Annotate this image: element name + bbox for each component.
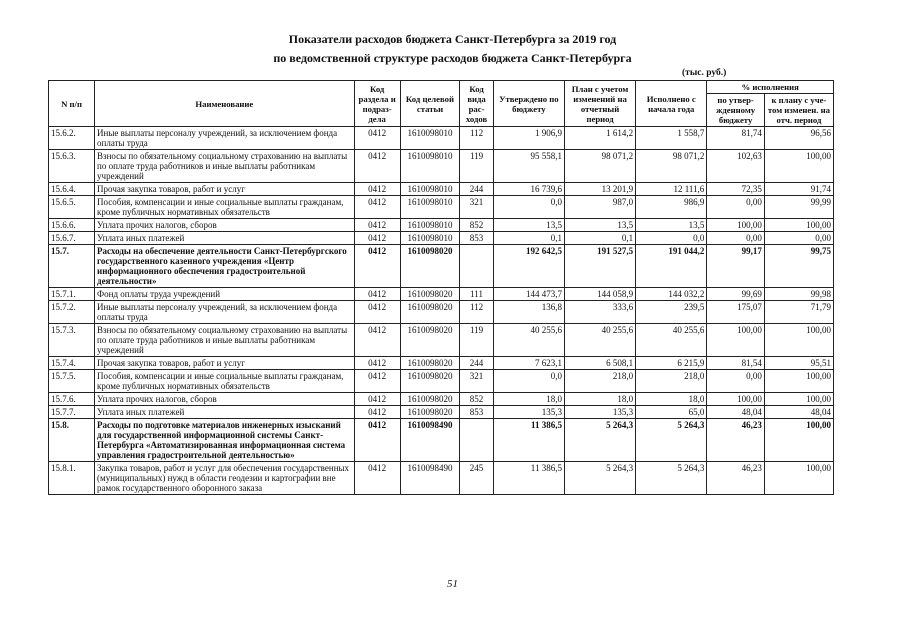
cell-utv: 18,0 — [493, 393, 564, 406]
cell-pct-utv: 72,35 — [707, 183, 765, 196]
header-statya: Код целевой статьи — [400, 81, 460, 127]
cell-name: Пособия, компенсации и иные социальные выплаты гражданам, кроме публичных нормативных обязательств — [95, 196, 355, 219]
cell-statya: 1610098020 — [400, 357, 460, 370]
cell-name: Пособия, компенсации и иные социальные выплаты гражданам, кроме публичных нормативных обязательств — [95, 370, 355, 393]
table-row — [49, 370, 834, 393]
cell-utv: 192 642,5 — [493, 245, 564, 288]
cell-vid: 245 — [460, 462, 493, 495]
header-utv: Утверждено по бюджету — [493, 81, 564, 127]
report-subtitle: по ведомственной структуре расходов бюджета Санкт-Петербурга — [273, 51, 632, 65]
cell-pct-plan: 100,00 — [764, 462, 833, 495]
cell-razdel: 0412 — [354, 127, 400, 150]
cell-pct-plan: 71,79 — [764, 301, 833, 324]
cell-pct-plan: 100,00 — [764, 393, 833, 406]
cell-num: 15.8.1. — [49, 462, 95, 495]
cell-vid: 119 — [460, 150, 493, 183]
cell-isp: 239,5 — [636, 301, 707, 324]
cell-statya: 1610098020 — [400, 406, 460, 419]
cell-name: Уплата прочих налогов, сборов — [95, 393, 355, 406]
header-razdel: Код раздела и подраз-дела — [354, 81, 400, 127]
cell-pct-plan: 100,00 — [764, 219, 833, 232]
cell-name: Закупка товаров, работ и услуг для обеспечения государственных (муниципальных) нужд в области геодезии и картографии вне рамок государственного оборонного заказа — [95, 462, 355, 495]
cell-isp: 98 071,2 — [636, 150, 707, 183]
cell-razdel: 0412 — [354, 219, 400, 232]
cell-plan: 191 527,5 — [564, 245, 635, 288]
cell-razdel: 0412 — [354, 357, 400, 370]
cell-statya: 1610098010 — [400, 183, 460, 196]
table-row — [49, 245, 834, 288]
cell-name: Расходы по подготовке материалов инженерных изысканий для государственной информационной системы Санкт-Петербурга «Автоматизированная информационная система управления градостроительной деятельностью» — [95, 419, 355, 462]
header-pct-utv: по утвер-жденному бюджету — [707, 94, 765, 127]
cell-razdel: 0412 — [354, 183, 400, 196]
cell-plan: 1 614,2 — [564, 127, 635, 150]
cell-name: Иные выплаты персоналу учреждений, за исключением фонда оплаты труда — [95, 127, 355, 150]
cell-name: Уплата прочих налогов, сборов — [95, 219, 355, 232]
cell-statya: 1610098020 — [400, 301, 460, 324]
cell-plan: 333,6 — [564, 301, 635, 324]
cell-pct-plan: 91,74 — [764, 183, 833, 196]
cell-num: 15.6.5. — [49, 196, 95, 219]
cell-razdel: 0412 — [354, 196, 400, 219]
cell-plan: 135,3 — [564, 406, 635, 419]
cell-statya: 1610098010 — [400, 150, 460, 183]
cell-plan: 6 508,1 — [564, 357, 635, 370]
table-row — [49, 357, 834, 370]
cell-isp: 12 111,6 — [636, 183, 707, 196]
header-num: N п/п — [49, 81, 95, 127]
cell-plan: 13 201,9 — [564, 183, 635, 196]
cell-utv: 0,0 — [493, 196, 564, 219]
cell-num: 15.7.6. — [49, 393, 95, 406]
cell-name: Прочая закупка товаров, работ и услуг — [95, 183, 355, 196]
cell-pct-plan: 100,00 — [764, 324, 833, 357]
cell-name: Взносы по обязательному социальному страхованию на выплаты по оплате труда работников и иные выплаты работникам учреждений — [95, 150, 355, 183]
cell-isp: 5 264,3 — [636, 419, 707, 462]
cell-pct-plan: 99,99 — [764, 196, 833, 219]
cell-plan: 5 264,3 — [564, 462, 635, 495]
cell-pct-utv: 99,69 — [707, 288, 765, 301]
cell-vid: 852 — [460, 393, 493, 406]
header-plan: План с учетом изменений на отчетный период — [564, 81, 635, 127]
cell-vid: 112 — [460, 301, 493, 324]
table-row — [49, 219, 834, 232]
cell-statya: 1610098020 — [400, 324, 460, 357]
cell-pct-utv: 102,63 — [707, 150, 765, 183]
cell-num: 15.8. — [49, 419, 95, 462]
cell-vid: 244 — [460, 183, 493, 196]
cell-pct-plan: 0,00 — [764, 232, 833, 245]
budget-table — [48, 80, 834, 495]
cell-vid: 119 — [460, 324, 493, 357]
cell-pct-plan: 96,56 — [764, 127, 833, 150]
cell-utv: 16 739,6 — [493, 183, 564, 196]
cell-statya: 1610098490 — [400, 462, 460, 495]
table-row — [49, 232, 834, 245]
cell-num: 15.6.4. — [49, 183, 95, 196]
cell-pct-utv: 100,00 — [707, 324, 765, 357]
cell-vid — [460, 245, 493, 288]
cell-razdel: 0412 — [354, 150, 400, 183]
table-row — [49, 196, 834, 219]
cell-razdel: 0412 — [354, 245, 400, 288]
cell-pct-utv: 0,00 — [707, 232, 765, 245]
cell-statya: 1610098010 — [400, 219, 460, 232]
table-row — [49, 393, 834, 406]
cell-razdel: 0412 — [354, 324, 400, 357]
cell-isp: 13,5 — [636, 219, 707, 232]
cell-plan: 40 255,6 — [564, 324, 635, 357]
cell-vid — [460, 419, 493, 462]
cell-pct-utv: 48,04 — [707, 406, 765, 419]
table-row — [49, 150, 834, 183]
cell-vid: 853 — [460, 406, 493, 419]
cell-isp: 191 044,2 — [636, 245, 707, 288]
cell-vid: 321 — [460, 370, 493, 393]
cell-isp: 18,0 — [636, 393, 707, 406]
cell-pct-utv: 100,00 — [707, 393, 765, 406]
cell-utv: 40 255,6 — [493, 324, 564, 357]
cell-num: 15.7. — [49, 245, 95, 288]
cell-isp: 65,0 — [636, 406, 707, 419]
cell-pct-utv: 46,23 — [707, 462, 765, 495]
cell-utv: 135,3 — [493, 406, 564, 419]
cell-num: 15.7.1. — [49, 288, 95, 301]
cell-plan: 0,1 — [564, 232, 635, 245]
table-row — [49, 419, 834, 462]
table-header-row — [49, 81, 834, 94]
header-vid: Код вида рас-ходов — [460, 81, 493, 127]
cell-utv: 11 386,5 — [493, 462, 564, 495]
cell-pct-utv: 100,00 — [707, 219, 765, 232]
cell-utv: 95 558,1 — [493, 150, 564, 183]
cell-num: 15.7.7. — [49, 406, 95, 419]
cell-name: Иные выплаты персоналу учреждений, за исключением фонда оплаты труда — [95, 301, 355, 324]
cell-razdel: 0412 — [354, 288, 400, 301]
cell-num: 15.6.3. — [49, 150, 95, 183]
table-body — [49, 127, 834, 495]
cell-plan: 987,0 — [564, 196, 635, 219]
header-isp: Исполнено с начала года — [636, 81, 707, 127]
units-note: (тыс. руб.) — [682, 68, 727, 78]
cell-num: 15.6.2. — [49, 127, 95, 150]
cell-pct-utv: 81,54 — [707, 357, 765, 370]
cell-pct-plan: 95,51 — [764, 357, 833, 370]
cell-statya: 1610098010 — [400, 127, 460, 150]
cell-isp: 0,0 — [636, 232, 707, 245]
cell-pct-plan: 100,00 — [764, 370, 833, 393]
cell-pct-utv: 175,07 — [707, 301, 765, 324]
cell-razdel: 0412 — [354, 462, 400, 495]
cell-isp: 6 215,9 — [636, 357, 707, 370]
cell-isp: 40 255,6 — [636, 324, 707, 357]
cell-pct-plan: 99,75 — [764, 245, 833, 288]
cell-statya: 1610098020 — [400, 245, 460, 288]
cell-utv: 144 473,7 — [493, 288, 564, 301]
cell-pct-plan: 100,00 — [764, 419, 833, 462]
cell-num: 15.6.6. — [49, 219, 95, 232]
report-title: Показатели расходов бюджета Санкт-Петербурга за 2019 год — [288, 32, 617, 46]
cell-statya: 1610098020 — [400, 393, 460, 406]
cell-pct-utv: 99,17 — [707, 245, 765, 288]
cell-utv: 7 623,1 — [493, 357, 564, 370]
table-row — [49, 324, 834, 357]
cell-num: 15.7.5. — [49, 370, 95, 393]
cell-vid: 112 — [460, 127, 493, 150]
cell-utv: 0,0 — [493, 370, 564, 393]
cell-statya: 1610098020 — [400, 288, 460, 301]
cell-razdel: 0412 — [354, 232, 400, 245]
cell-num: 15.7.3. — [49, 324, 95, 357]
header-pct-plan: к плану с уче-том изменен. на отч. период — [764, 94, 833, 127]
table-row — [49, 127, 834, 150]
cell-num: 15.6.7. — [49, 232, 95, 245]
cell-utv: 136,8 — [493, 301, 564, 324]
cell-utv: 13,5 — [493, 219, 564, 232]
header-name: Наименование — [95, 81, 355, 127]
cell-name: Фонд оплаты труда учреждений — [95, 288, 355, 301]
cell-razdel: 0412 — [354, 406, 400, 419]
cell-statya: 1610098020 — [400, 370, 460, 393]
cell-num: 15.7.4. — [49, 357, 95, 370]
cell-vid: 852 — [460, 219, 493, 232]
cell-pct-utv: 46,23 — [707, 419, 765, 462]
cell-statya: 1610098010 — [400, 196, 460, 219]
cell-plan: 218,0 — [564, 370, 635, 393]
cell-vid: 853 — [460, 232, 493, 245]
cell-name: Прочая закупка товаров, работ и услуг — [95, 357, 355, 370]
cell-razdel: 0412 — [354, 301, 400, 324]
table-row — [49, 462, 834, 495]
table-row — [49, 183, 834, 196]
cell-name: Уплата иных платежей — [95, 232, 355, 245]
cell-plan: 144 058,9 — [564, 288, 635, 301]
cell-name: Уплата иных платежей — [95, 406, 355, 419]
cell-isp: 218,0 — [636, 370, 707, 393]
cell-razdel: 0412 — [354, 393, 400, 406]
table-row — [49, 301, 834, 324]
cell-utv: 0,1 — [493, 232, 564, 245]
cell-plan: 5 264,3 — [564, 419, 635, 462]
cell-name: Расходы на обеспечение деятельности Санкт-Петербургского государственного казенного учреждения «Центр информационного обеспечения градостроительной деятельности» — [95, 245, 355, 288]
cell-isp: 986,9 — [636, 196, 707, 219]
cell-num: 15.7.2. — [49, 301, 95, 324]
cell-pct-utv: 0,00 — [707, 196, 765, 219]
cell-plan: 18,0 — [564, 393, 635, 406]
cell-vid: 111 — [460, 288, 493, 301]
header-pct-group: % исполнения — [707, 81, 834, 94]
cell-utv: 1 906,9 — [493, 127, 564, 150]
cell-pct-utv: 81,74 — [707, 127, 765, 150]
cell-isp: 1 558,7 — [636, 127, 707, 150]
cell-plan: 98 071,2 — [564, 150, 635, 183]
table-row — [49, 288, 834, 301]
cell-vid: 244 — [460, 357, 493, 370]
cell-pct-utv: 0,00 — [707, 370, 765, 393]
cell-pct-plan: 48,04 — [764, 406, 833, 419]
cell-pct-plan: 100,00 — [764, 150, 833, 183]
cell-plan: 13,5 — [564, 219, 635, 232]
cell-razdel: 0412 — [354, 370, 400, 393]
cell-isp: 5 264,3 — [636, 462, 707, 495]
cell-pct-plan: 99,98 — [764, 288, 833, 301]
page-number: 51 — [447, 578, 458, 590]
cell-vid: 321 — [460, 196, 493, 219]
table-row — [49, 406, 834, 419]
cell-name: Взносы по обязательному социальному страхованию на выплаты по оплате труда работников и иные выплаты работникам учреждений — [95, 324, 355, 357]
cell-statya: 1610098010 — [400, 232, 460, 245]
cell-utv: 11 386,5 — [493, 419, 564, 462]
cell-isp: 144 032,2 — [636, 288, 707, 301]
cell-statya: 1610098490 — [400, 419, 460, 462]
cell-razdel: 0412 — [354, 419, 400, 462]
